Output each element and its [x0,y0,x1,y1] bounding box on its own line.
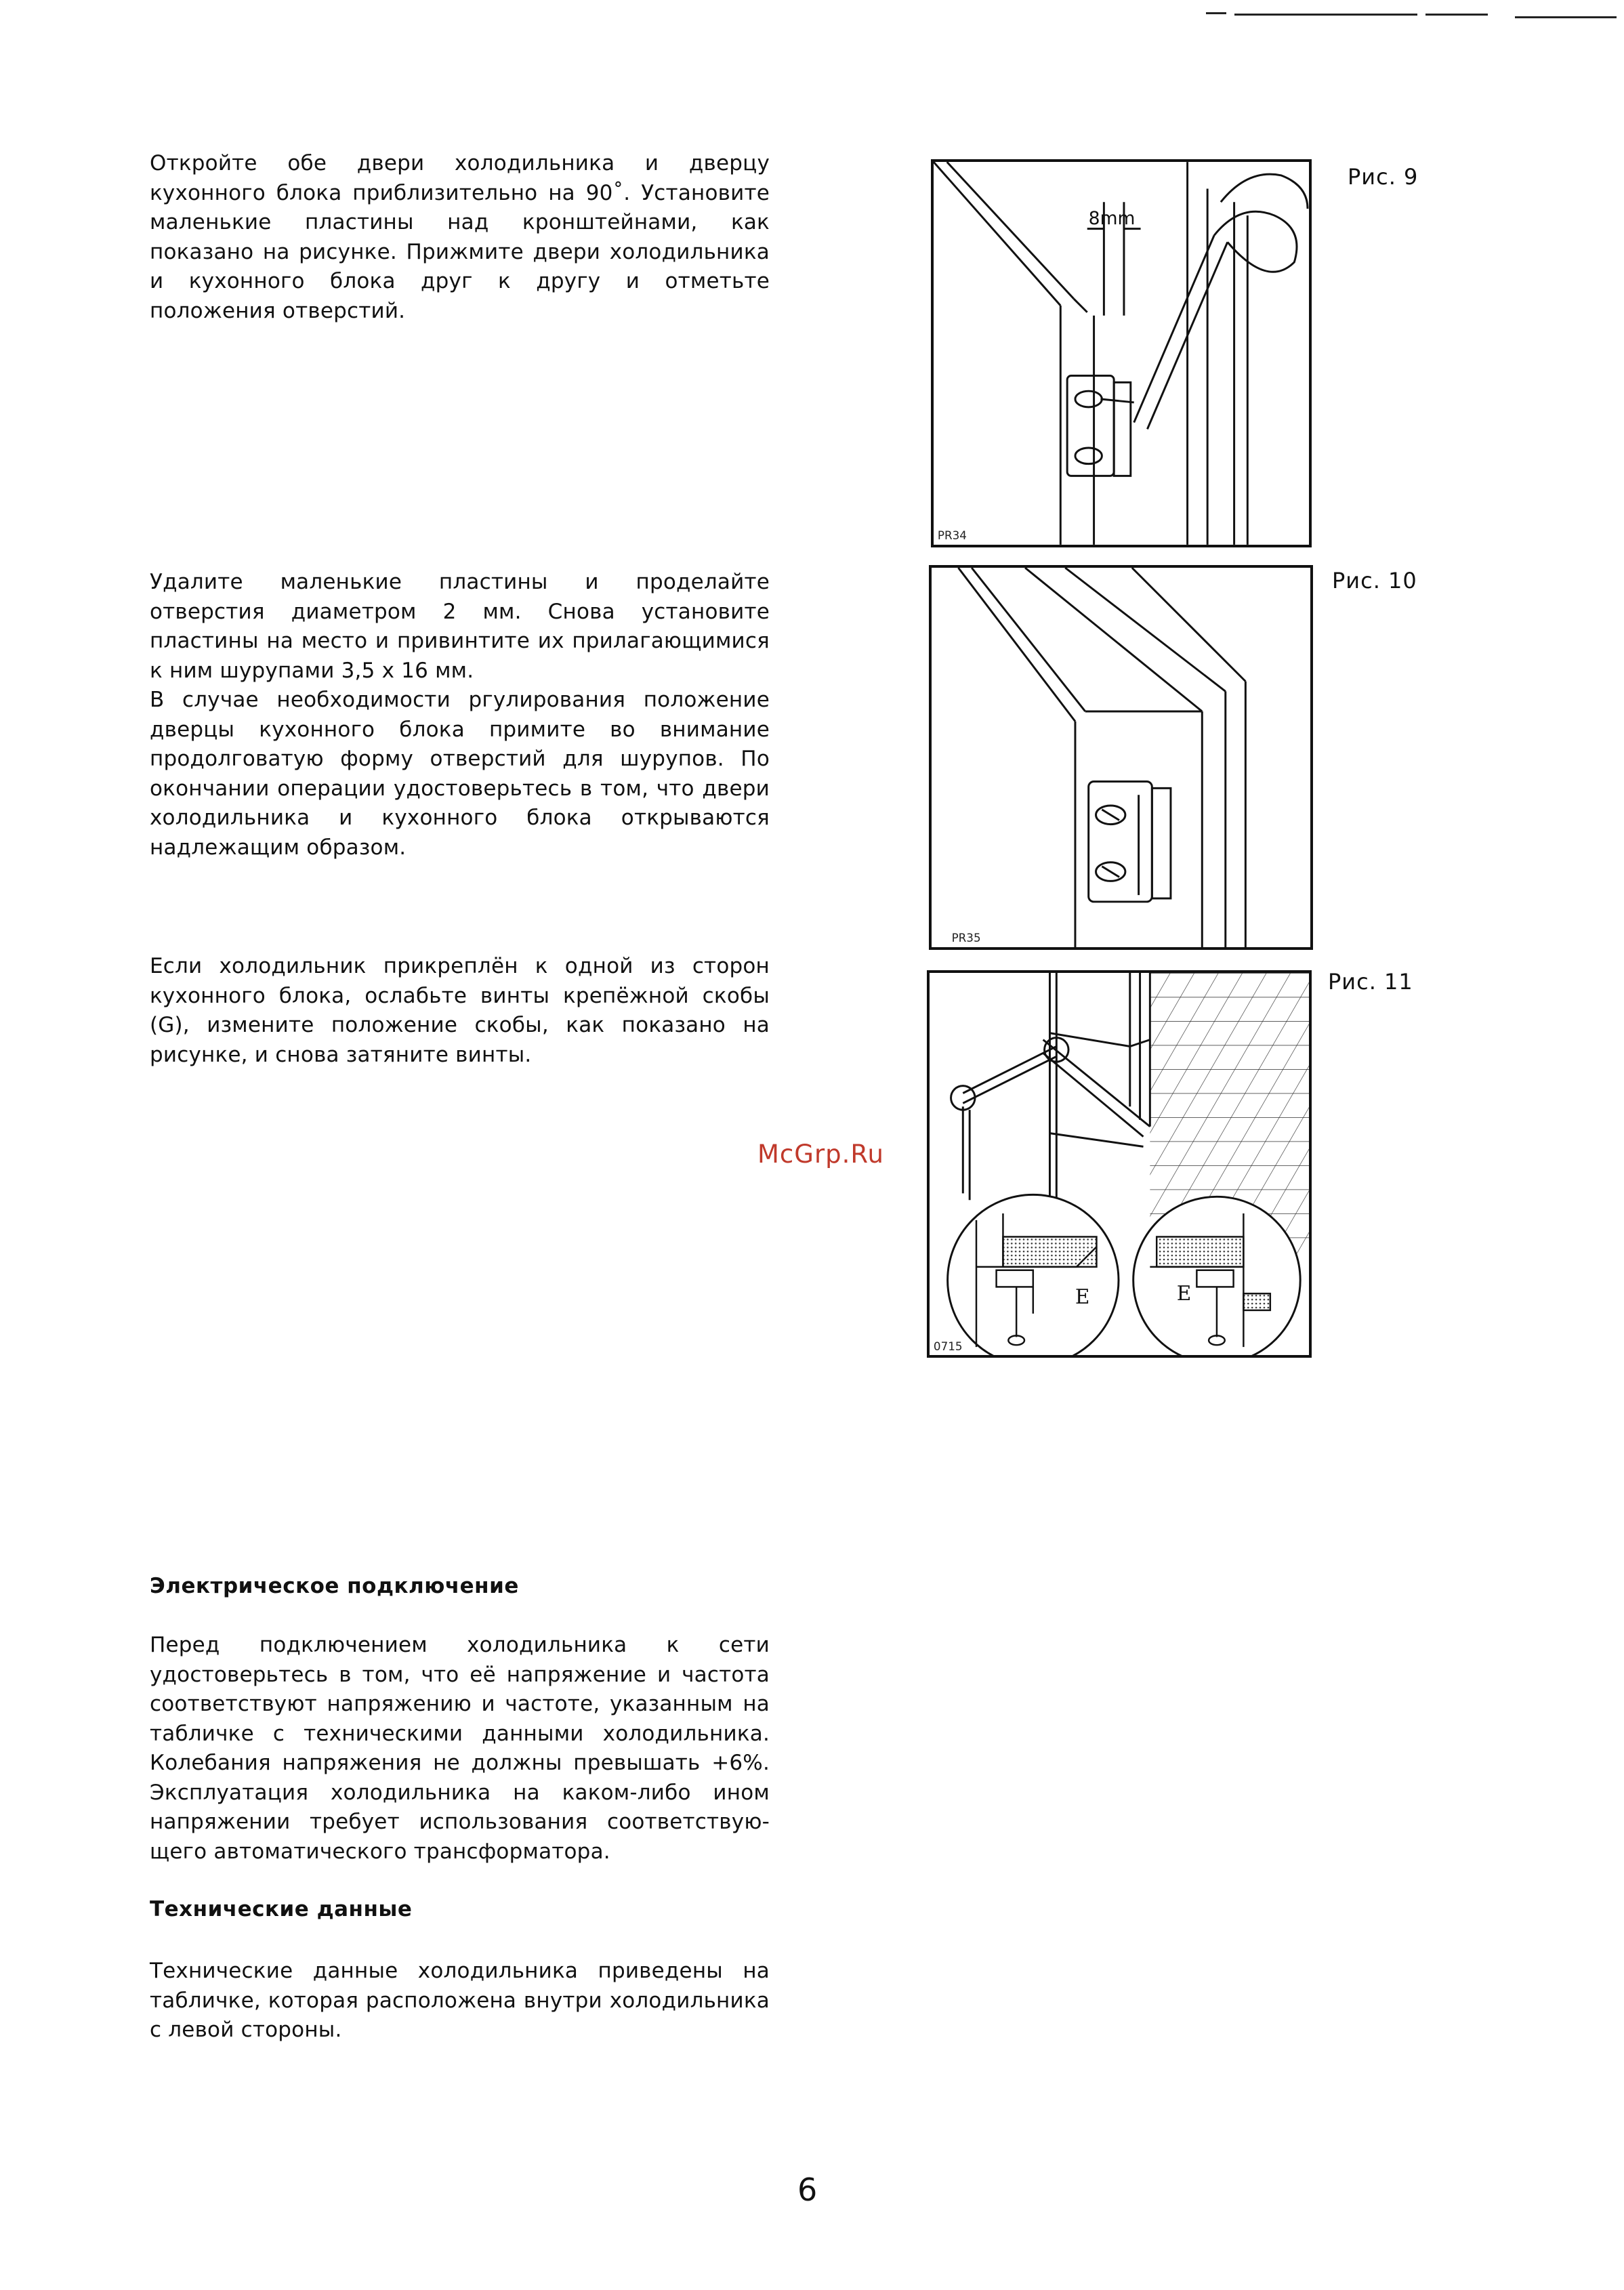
instruction-paragraph-2 [150,568,770,862]
heading-electrical: Электрическое подключение [150,1574,519,1598]
page-number: 6 [797,2171,818,2208]
paragraph-text: Откройте обе двери холодильника и дверцу кухонного блока приблизительно на 90˚. Установите маленькие пластины над кронштейнами, как показано на рисунке. Прижмите двери холодильника и кухонного блока друг к другу и отметьте положения отверстий. [150,151,770,323]
fig11-marker-right: E [1176,1282,1192,1306]
figure-10-drawing [932,568,1310,947]
figure-9-label: Рис. 9 [1348,164,1419,190]
watermark: McGrp.Ru [757,1140,884,1169]
fig9-code: PR34 [937,528,967,543]
figure-9-drawing [934,162,1309,545]
figure-10-label: Рис. 10 [1332,568,1417,594]
fig11-code: 0715 [933,1339,963,1354]
fig10-code: PR35 [951,931,981,945]
paragraph-text: Если холодильник прикреплён к одной из сторон кухонного блока, ослабьте винты крепёжной скобы (G), измените положение скобы, как показано на рисунке, и снова затяните винты. [150,954,770,1067]
fig11-marker-left: E [1075,1285,1090,1309]
paragraph-text: Технические данные холодильника приведены на табличке, которая расположена внутри холодильника с левой стороны. [150,1959,770,2042]
top-rule [1206,12,1226,14]
figure-9 [931,159,1312,547]
top-rule [1234,14,1417,16]
paragraph-text: Перед подключением холодильника к сети удостоверьтесь в том, что её напряжение и частота соответствуют напряжению и частоте, указанным на табличке с техническими данными холодильника. Колебания напряжения не должны превышать +6%. Эксплуатация холодильника на каком-либо ином напряжении требует использования соответствую-щего автоматического трансформатора. [150,1633,770,1864]
electrical-paragraph [150,1631,770,1867]
paragraph-text: В случае необходимости ргулирования положение дверцы кухонного блока примите во внимание продолговатую форму отверстий для шурупов. По окончании операции удостоверьтесь в том, что двери холодильника и кухонного блока открываются надлежащим образом. [150,688,770,860]
paragraph-text: Удалите маленькие пластины и проделайте отверстия диаметром 2 мм. Снова установите пластины на место и привинтите их прилагающимися к ним шурупами 3,5 х 16 мм. [150,570,770,683]
figure-11-drawing [930,973,1309,1355]
instruction-paragraph-4 [150,952,770,1070]
heading-technical: Технические данные [150,1897,413,1921]
fig9-dimension: 8mm [1088,207,1136,229]
figure-11-label: Рис. 11 [1328,969,1413,995]
top-rule [1515,16,1617,18]
instruction-paragraph-1 [150,149,770,326]
figure-10 [929,565,1313,950]
technical-paragraph [150,1957,770,2045]
top-rule [1425,14,1488,16]
figure-11 [927,970,1312,1358]
